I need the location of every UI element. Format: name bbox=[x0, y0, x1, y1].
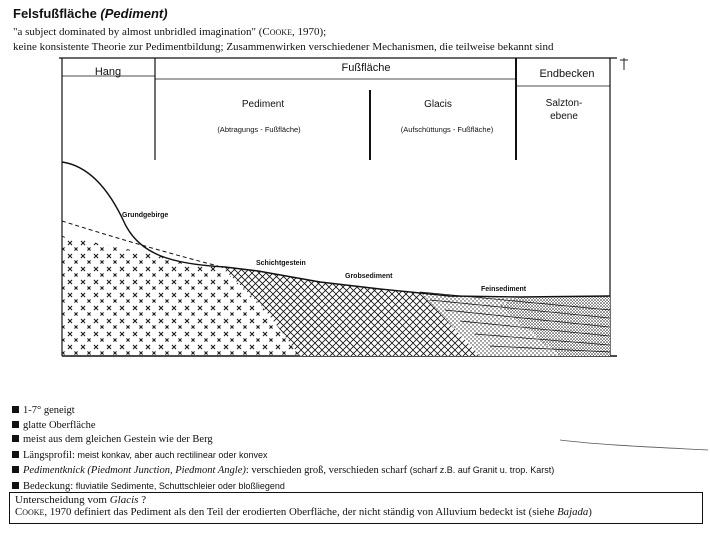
zone-label-hang: Hang bbox=[94, 66, 122, 78]
zone-label-fussflaeche: Fußfläche bbox=[341, 62, 391, 74]
subzone-label-glacis: Glacis bbox=[424, 99, 452, 110]
list-item: glatte Oberfläche bbox=[12, 419, 554, 434]
subzone-label-pediment: Pediment bbox=[241, 99, 285, 110]
list-item: Längsprofil: meist konkav, aber auch rectilinear oder konvex bbox=[12, 448, 554, 464]
title-main: Felsfußfläche bbox=[13, 6, 97, 21]
subzone-label-salzton-1: Salzton- bbox=[545, 98, 583, 109]
bullet-square-icon bbox=[12, 435, 19, 442]
bullet-square-icon bbox=[12, 451, 19, 458]
list-item: meist aus dem gleichen Gestein wie der Berg bbox=[12, 433, 554, 448]
theory-note: keine konsistente Theorie zur Pedimentbildung; Zusammenwirken verschiedener Mechanismen, die teilweise bekannt sind bbox=[13, 41, 554, 53]
list-item: Bedeckung: fluviatile Sedimente, Schuttschleier oder bloßliegend bbox=[12, 479, 554, 495]
bullet-square-icon bbox=[12, 482, 19, 489]
layer-label-schichtgestein: Schichtgestein bbox=[256, 260, 306, 267]
pediment-properties-list bbox=[12, 404, 554, 494]
glacis-distinction-box bbox=[9, 492, 703, 524]
subzone-note-glacis: (Aufschüttungs - Fußfläche) bbox=[400, 125, 494, 134]
strata-group bbox=[62, 156, 610, 356]
page-title bbox=[13, 6, 168, 21]
list-item: Pedimentknick (Piedmont Junction, Piedmont Angle): verschieden groß, verschieden scharf (scharf z.B. auf Granit u. trop. Karst) bbox=[12, 463, 554, 479]
bullet-square-icon bbox=[12, 466, 19, 473]
layer-label-grundgebirge: Grundgebirge bbox=[122, 212, 169, 219]
quote-author: Cooke bbox=[262, 26, 292, 38]
bullet-square-icon bbox=[12, 406, 19, 413]
box-heading: Unterscheidung vom Glacis ? bbox=[15, 494, 147, 506]
subzone-label-salzton-2: ebene bbox=[550, 111, 578, 122]
layer-label-feinsediment: Feinsediment bbox=[481, 286, 527, 293]
quote-year: , 1970); bbox=[291, 26, 327, 38]
title-subtitle: (Pediment) bbox=[100, 6, 168, 21]
subzone-note-pediment: (Abtragungs - Fußfläche) bbox=[217, 125, 301, 134]
pediment-cross-section-diagram bbox=[0, 56, 710, 366]
zone-label-endbecken: Endbecken bbox=[539, 68, 595, 80]
bullet-square-icon bbox=[12, 421, 19, 428]
layer-label-grobsediment: Grobsediment bbox=[345, 273, 393, 280]
scan-artifact-line bbox=[560, 436, 710, 456]
box-definition: Cooke, 1970 definiert das Pediment als den Teil der erodierten Oberfläche, der nicht ständig von Alluvium bedeckt ist (siehe Bajada) bbox=[15, 506, 592, 518]
cooke-quote bbox=[13, 26, 326, 38]
quote-text: "a subject dominated by almost unbridled imagination" ( bbox=[13, 26, 263, 38]
list-item: 1-7° geneigt bbox=[12, 404, 554, 419]
